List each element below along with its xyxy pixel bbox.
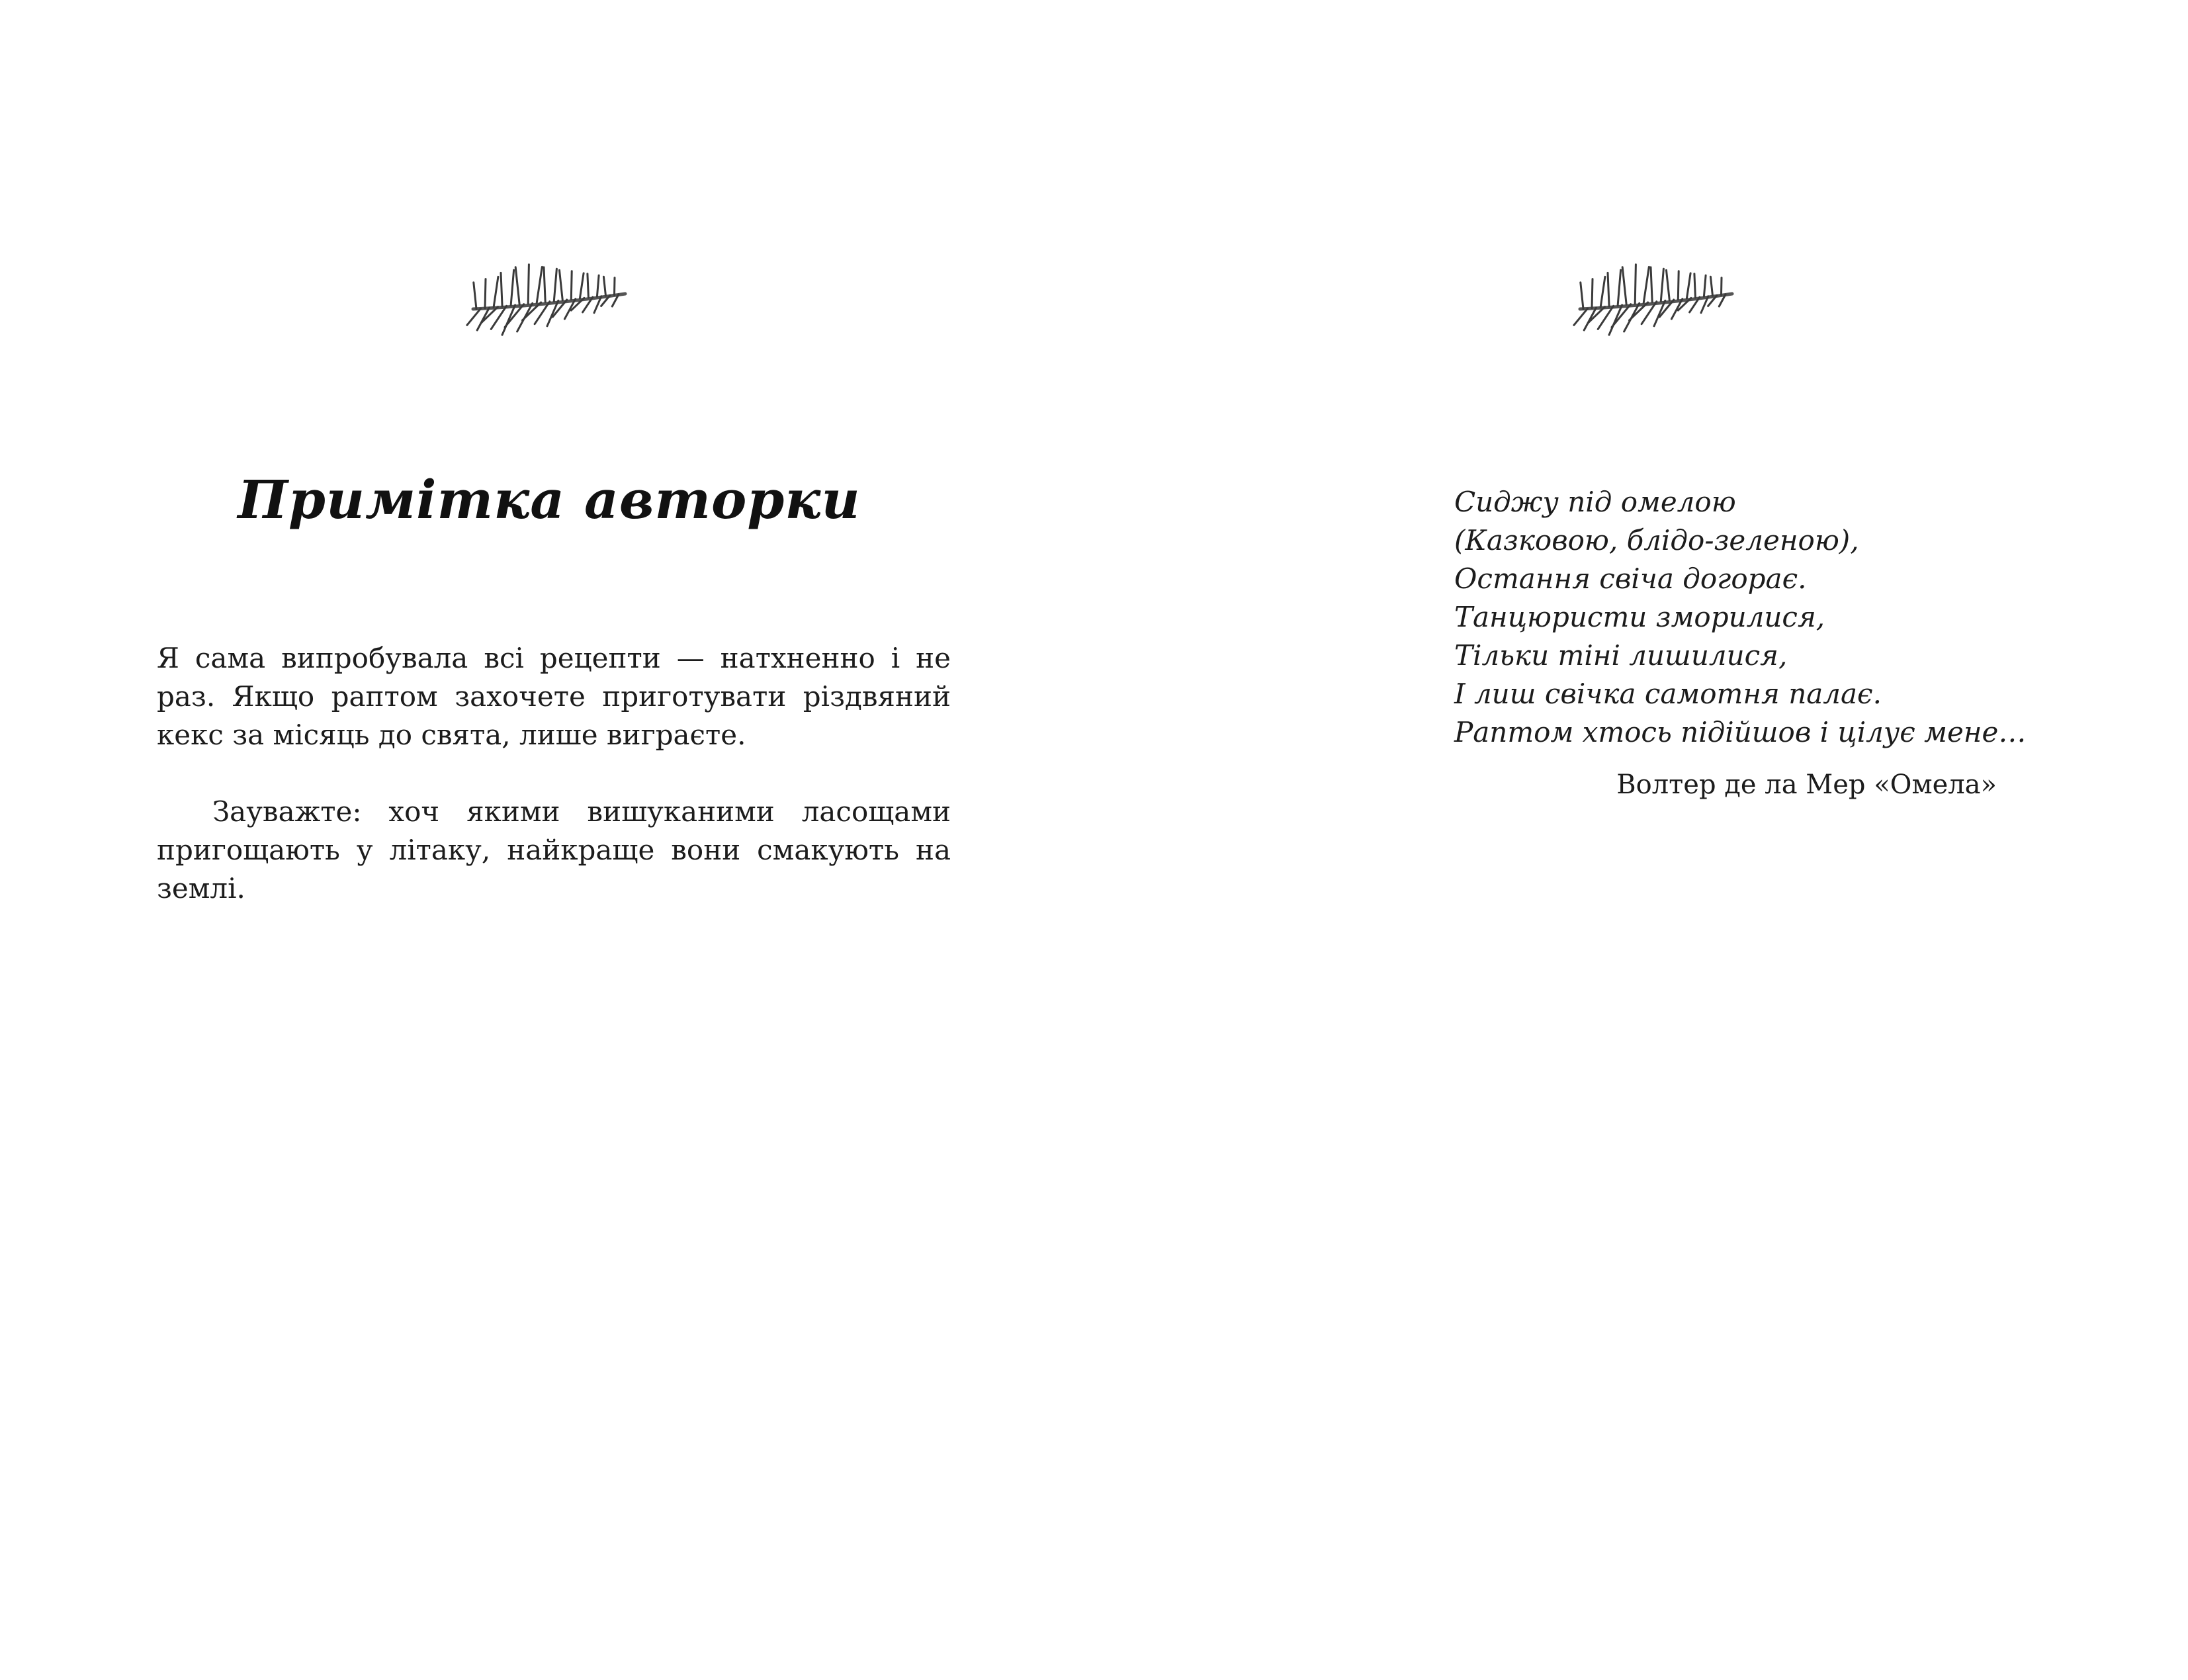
poem-line: Остання свіча догорає.: [1454, 562, 1807, 595]
pine-needle: [1608, 273, 1609, 306]
pine-needle: [1661, 269, 1663, 301]
pine-needle: [474, 283, 476, 309]
pine-needle: [1618, 270, 1621, 306]
poem-line: І лиш свічка самотня палає.: [1454, 678, 1882, 710]
pine-needle: [1704, 275, 1706, 296]
poem-line: (Казковою, блідо-зеленою),: [1454, 524, 1859, 556]
pine-needle: [597, 275, 599, 296]
pine-needle: [1667, 270, 1670, 300]
pine-needle: [511, 270, 514, 306]
pine-branch-icon: [460, 246, 632, 359]
poem-line: Раптом хтось підійшов і цілує мене…: [1454, 716, 2027, 748]
pine-needle: [1643, 267, 1649, 302]
pine-needle: [1635, 265, 1636, 304]
paragraph-airplane: [157, 793, 951, 908]
pine-needle: [1592, 279, 1593, 308]
pine-needle: [544, 267, 545, 302]
page-title: Примітка авторки: [238, 468, 861, 531]
pine-needle: [560, 270, 563, 300]
pine-needle: [1581, 283, 1583, 309]
pine-needle: [528, 265, 529, 304]
poem-line: Сиджу під омелою: [1454, 486, 1736, 518]
pine-needle: [1686, 273, 1690, 298]
pine-needle: [554, 269, 556, 301]
paragraph-recipes: [157, 639, 951, 754]
pine-needle: [571, 271, 572, 300]
pine-needle: [1710, 277, 1712, 296]
poem-attribution: Волтер де ла Мер «Омела»: [1616, 770, 1997, 800]
pine-needle: [501, 273, 502, 306]
pine-needle: [1600, 277, 1605, 307]
pine-needle: [588, 274, 589, 298]
paragraph-text: Зауважте: хоч якими вишуканими ласощами пригощають у літаку, найкраще вони смакують на землі.: [157, 795, 951, 905]
pine-needle: [537, 267, 542, 302]
epigraph-poem: [1454, 483, 2050, 752]
pine-needle: [1622, 267, 1626, 305]
pine-needle: [1651, 267, 1652, 302]
pine-needle: [1678, 271, 1679, 300]
pine-needle: [580, 273, 584, 298]
paragraph-text: Я сама випробувала всі рецепти — натхненно і не раз. Якщо раптом захочете приготувати різдвяний кекс за місяць до свята, лише виграєте.: [157, 642, 951, 751]
pine-needle: [1574, 308, 1588, 325]
pine-needle: [467, 308, 481, 325]
pine-needle: [515, 267, 519, 305]
pine-branch-icon: [1567, 246, 1739, 359]
poem-line: Танцюристи зморилися,: [1454, 601, 1825, 633]
right-page: [1094, 0, 2188, 1680]
poem-line: Тільки тіні лишилися,: [1454, 639, 1788, 672]
pine-needle: [1694, 274, 1696, 298]
pine-needle: [494, 277, 498, 307]
pine-needle: [603, 277, 605, 296]
pine-needle: [485, 279, 486, 308]
